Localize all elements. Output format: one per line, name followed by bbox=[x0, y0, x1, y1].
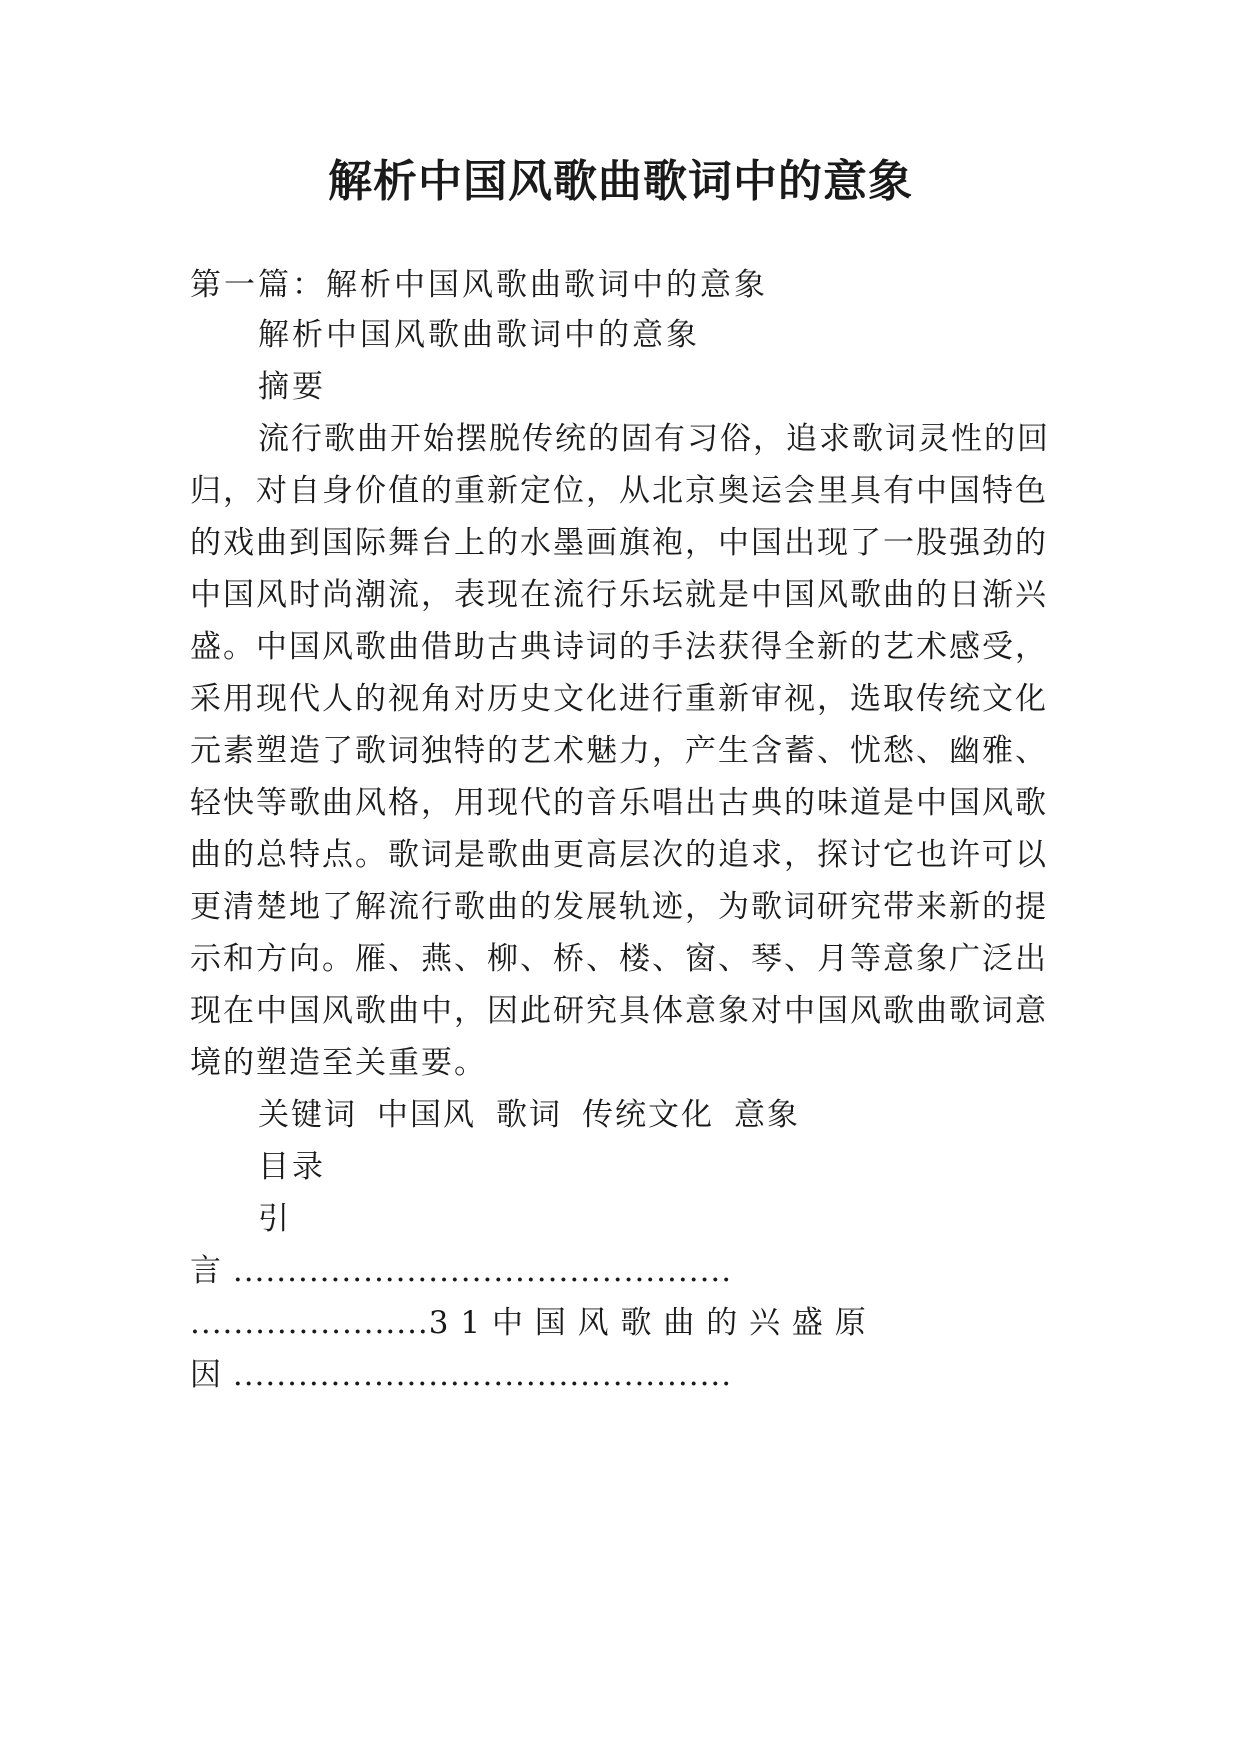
abstract-line: 境的塑造至关重要。 bbox=[190, 1045, 487, 1081]
keyword: 歌词 bbox=[496, 1097, 562, 1133]
abstract-line: 的戏曲到国际舞台上的水墨画旗袍，中国出现了一股强劲的 bbox=[190, 525, 1048, 561]
subtitle: 解析中国风歌曲歌词中的意象 bbox=[258, 317, 700, 353]
keyword: 意象 bbox=[734, 1097, 800, 1133]
document-title: 解析中国风歌曲歌词中的意象 bbox=[328, 156, 913, 207]
abstract-line: 示和方向。雁、燕、柳、桥、楼、窗、琴、月等意象广泛出 bbox=[190, 941, 1048, 977]
toc-line: 言 .............................................. bbox=[190, 1253, 733, 1289]
toc-line: ......................3 1 中 国 风 歌 曲 的 兴 盛 原 bbox=[190, 1305, 867, 1341]
abstract-line: 归，对自身价值的重新定位，从北京奥运会里具有中国特色 bbox=[190, 473, 1048, 509]
abstract-line: 盛。中国风歌曲借助古典诗词的手法获得全新的艺术感受， bbox=[190, 629, 1048, 665]
toc-line: 因 .............................................. bbox=[190, 1357, 733, 1393]
keywords-line bbox=[258, 1095, 1070, 1135]
abstract-line: 现在中国风歌曲中，因此研究具体意象对中国风歌曲歌词意 bbox=[190, 993, 1048, 1029]
abstract-line: 采用现代人的视角对历史文化进行重新审视，选取传统文化 bbox=[190, 681, 1048, 717]
keyword: 传统文化 bbox=[582, 1097, 714, 1133]
abstract-line: 流行歌曲开始摆脱传统的固有习俗，追求歌词灵性的回 bbox=[258, 421, 1050, 457]
keywords-label: 关键词 bbox=[258, 1097, 357, 1133]
toc-line: 引 bbox=[258, 1201, 290, 1237]
chapter-heading: 第一篇：解析中国风歌曲歌词中的意象 bbox=[190, 267, 768, 303]
abstract-line: 元素塑造了歌词独特的艺术魅力，产生含蓄、忧愁、幽雅、 bbox=[190, 733, 1048, 769]
toc-heading: 目录 bbox=[258, 1149, 326, 1185]
abstract-line: 曲的总特点。歌词是歌曲更高层次的追求，探讨它也许可以 bbox=[190, 837, 1048, 873]
keyword: 中国风 bbox=[377, 1097, 476, 1133]
abstract-line: 轻快等歌曲风格，用现代的音乐唱出古典的味道是中国风歌 bbox=[190, 785, 1048, 821]
abstract-line: 更清楚地了解流行歌曲的发展轨迹，为歌词研究带来新的提 bbox=[190, 889, 1048, 925]
abstract-line: 中国风时尚潮流，表现在流行乐坛就是中国风歌曲的日渐兴 bbox=[190, 577, 1048, 613]
abstract-heading: 摘要 bbox=[258, 369, 326, 405]
